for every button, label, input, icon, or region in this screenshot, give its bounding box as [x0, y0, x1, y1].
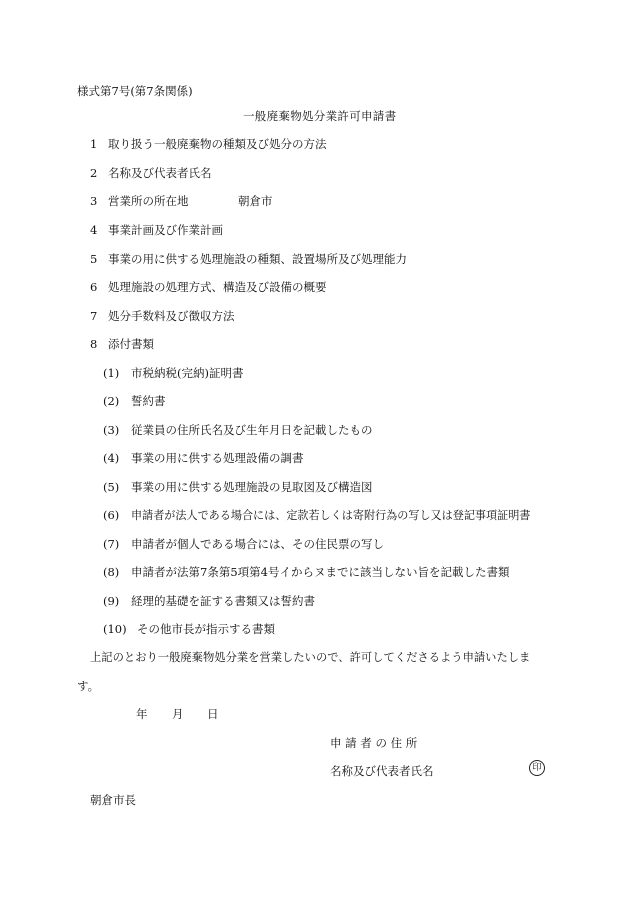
attachment-number: (8) [103, 565, 120, 579]
item-number: 4 [90, 223, 98, 237]
item-number: 7 [90, 309, 98, 323]
seal-mark: 印 [529, 760, 545, 776]
applicant-address-label: 申 請 者 の 住 所 [330, 736, 418, 750]
attachment-number: (4) [103, 451, 120, 465]
item-text: 事業の用に供する処理施設の種類、設置場所及び処理能力 [108, 252, 407, 266]
attachment-number: (6) [103, 508, 120, 522]
item-number: 3 [90, 194, 98, 208]
attachment-number: (10) [103, 622, 127, 636]
item-number: 2 [90, 166, 98, 180]
list-item [90, 139, 97, 151]
office-location-value: 朝倉市 [238, 194, 273, 208]
list-item [90, 168, 97, 180]
statement-line: す。 [77, 679, 100, 693]
attachment-text: その他市長が指示する書類 [137, 622, 275, 636]
attachment-text: 申請者が法第7条第5項第4号イからヌまでに該当しない旨を記載した書類 [131, 565, 510, 579]
attachment-text: 事業の用に供する処理施設の見取図及び構造図 [131, 480, 373, 494]
list-item [90, 254, 97, 266]
addressee: 朝倉市長 [90, 793, 136, 807]
list-item [90, 282, 97, 294]
list-item [90, 339, 97, 351]
item-text: 処分手数料及び徴収方法 [108, 309, 235, 323]
item-text: 事業計画及び作業計画 [108, 223, 223, 237]
page-title: 一般廃棄物処分業許可申請書 [243, 109, 397, 123]
applicant-name-label: 名称及び代表者氏名 [330, 764, 434, 778]
date-year: 年 [136, 707, 148, 721]
date-month: 月 [172, 707, 184, 721]
attachment-text: 誓約書 [131, 394, 166, 408]
attachment-text: 市税納税(完納)証明書 [131, 366, 244, 380]
item-text: 営業所の所在地 [108, 194, 189, 208]
item-number: 8 [90, 337, 98, 351]
item-text: 取り扱う一般廃棄物の種類及び処分の方法 [108, 137, 327, 151]
item-text: 添付書類 [108, 337, 154, 351]
item-number: 1 [90, 137, 98, 151]
statement-line: 上記のとおり一般廃棄物処分業を営業したいので、許可してくださるよう申請いたしま [90, 651, 531, 664]
attachment-number: (3) [103, 423, 120, 437]
attachment-number: (9) [103, 594, 120, 608]
date-day: 日 [207, 707, 219, 721]
attachment-number: (2) [103, 394, 120, 408]
attachment-number: (1) [103, 366, 120, 380]
list-item [90, 225, 97, 237]
attachment-text: 経理的基礎を証する書類又は誓約書 [131, 594, 315, 608]
list-item [90, 311, 97, 323]
attachment-text: 申請者が個人である場合には、その住民票の写し [131, 537, 384, 551]
item-number: 6 [90, 280, 98, 294]
attachment-number: (7) [103, 537, 120, 551]
item-text: 処理施設の処理方式、構造及び設備の概要 [108, 280, 327, 294]
attachment-text: 申請者が法人である場合には、定款若しくは寄附行為の写し又は登記事項証明書 [131, 509, 531, 522]
form-label: 様式第7号(第7条関係) [77, 84, 193, 98]
item-text: 名称及び代表者氏名 [108, 166, 212, 180]
item-number: 5 [90, 252, 98, 266]
list-item [90, 196, 97, 208]
attachment-text: 事業の用に供する処理設備の調書 [131, 451, 304, 465]
attachment-text: 従業員の住所氏名及び生年月日を記載したもの [131, 423, 373, 437]
attachment-number: (5) [103, 480, 120, 494]
